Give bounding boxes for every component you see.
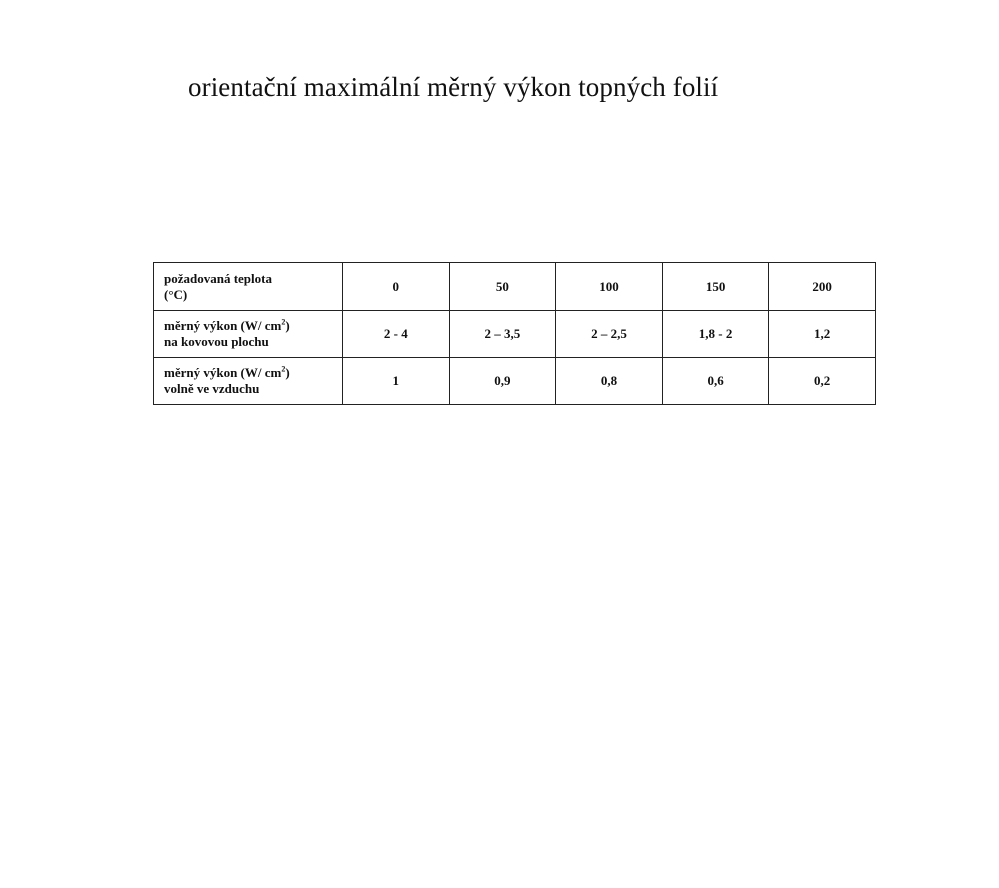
free-air-label-line1: měrný výkon (W/ $cm^2$) xyxy=(164,364,290,380)
temperature-cell: 100 xyxy=(556,263,663,311)
value-cell: 0,6 xyxy=(662,358,769,405)
table-row xyxy=(154,311,876,358)
value-cell: 1,2 xyxy=(769,311,876,358)
value-cell: 1,8 - 2 xyxy=(662,311,769,358)
metal-surface-label-cell xyxy=(154,311,343,358)
table-header-row xyxy=(154,263,876,311)
table-row xyxy=(154,358,876,405)
temperature-label-cell xyxy=(154,263,343,311)
temperature-label-line1: požadovaná teplota xyxy=(164,270,272,286)
metal-surface-label-line1: měrný výkon (W/ $cm^2$) xyxy=(164,317,290,333)
free-air-label-cell xyxy=(154,358,343,405)
metal-surface-label-line2: na kovovou plochu xyxy=(164,334,269,349)
value-cell: 2 – 3,5 xyxy=(449,311,556,358)
value-cell: 0,2 xyxy=(769,358,876,405)
value-cell: 0,9 xyxy=(449,358,556,405)
page-title: orientační maximální měrný výkon topných folií xyxy=(188,72,719,102)
value-cell: 2 - 4 xyxy=(343,311,450,358)
temperature-label-line2: (°C) xyxy=(164,286,188,302)
value-cell: 2 – 2,5 xyxy=(556,311,663,358)
heating-foil-power-table xyxy=(153,262,876,405)
temperature-cell: 50 xyxy=(449,263,556,311)
value-cell: 0,8 xyxy=(556,358,663,405)
temperature-cell: 200 xyxy=(769,263,876,311)
temperature-cell: 150 xyxy=(662,263,769,311)
value-cell: 1 xyxy=(343,358,450,405)
temperature-cell: 0 xyxy=(343,263,450,311)
free-air-label-line2: volně ve vzduchu xyxy=(164,381,260,396)
